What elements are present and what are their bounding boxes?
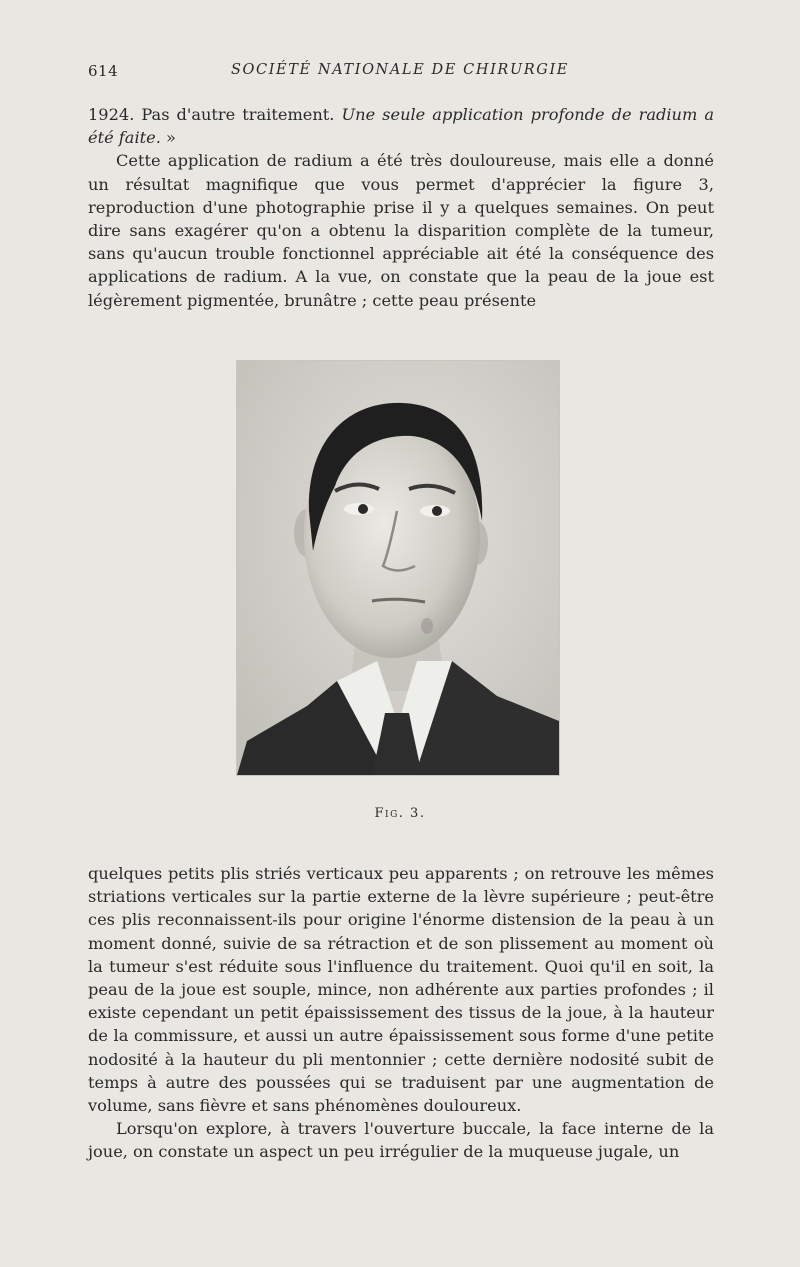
- figure-caption: Fig. 3.: [374, 806, 426, 821]
- running-title: SOCIÉTÉ NATIONALE DE CHIRURGIE: [231, 62, 569, 78]
- closing-quote: »: [160, 128, 176, 148]
- text-block-top: [88, 103, 714, 312]
- paragraph-1: [88, 103, 714, 149]
- page-number: 614: [88, 62, 119, 80]
- paragraph-1-text: 1924. Pas d'autre traitement.: [88, 105, 342, 124]
- paragraph-4: Lorsqu'on explore, à travers l'ouverture buccale, la face interne de la joue, on constate un aspect un peu irrégulier de la muqueuse jugale, un: [88, 1119, 714, 1162]
- figure-photograph: [236, 360, 560, 776]
- paragraph-3: quelques petits plis striés verticaux peu apparents ; on retrouve les mêmes striations verticales sur la partie externe de la lèvre supérieure ; peut-être ces plis reconnaissent-ils pour origine l'énorme distension de la peau à un moment donné, suivie de sa rétraction et de son plissement au moment où la tumeur s'est réduite sous l'influence du traitement. Quoi qu'il en soit, la peau de la joue est souple, mince, non adhérente aux parties profondes ; il existe cependant un petit épaississement des tissus de la joue, à la hauteur de la commissure, et aussi un autre épaississement sous forme d'une petite nodosité à la hauteur du pli mentonnier ; cette dernière nodosité subit de temps à autre des poussées qui se traduisent par une augmentation de volume, sans fièvre et sans phénomènes douloureux.: [88, 864, 714, 1116]
- text-block-bottom: [88, 862, 714, 1164]
- portrait-photo: [237, 361, 559, 775]
- paragraph-2: Cette application de radium a été très douloureuse, mais elle a donné un résultat magnifique que vous permet d'apprécier la figure 3, reproduction d'une photographie prise il y a quelques semaines. On peut dire sans exagérer qu'on a obtenu la disparition complète de la tumeur, sans qu'aucun trouble fonctionnel appréciable ait été la conséquence des applications de radium. A la vue, on constate que la peau de la joue est légèrement pigmentée, brunâtre ; cette peau présente: [88, 151, 714, 310]
- paragraph-1-italic: Une seule application profonde de radium a été faite.: [88, 105, 714, 148]
